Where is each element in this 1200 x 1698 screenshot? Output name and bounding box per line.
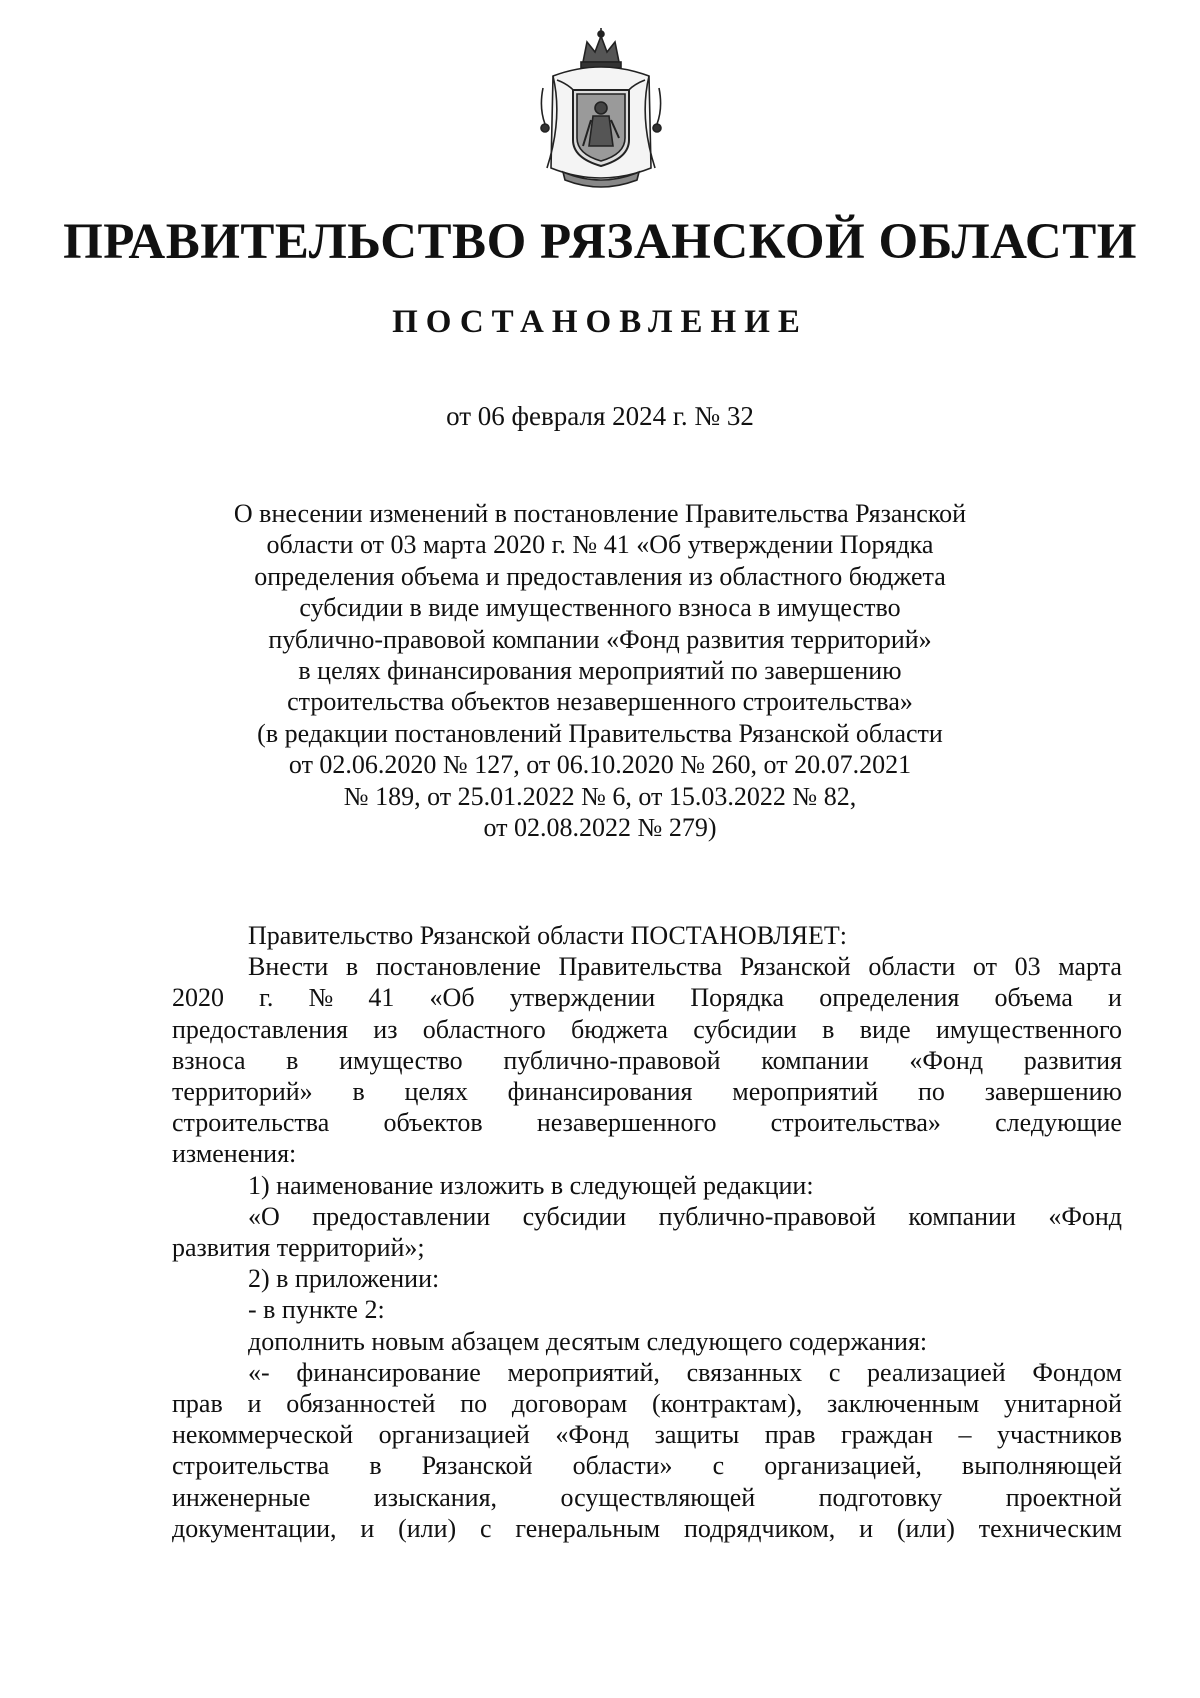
body-line: [172, 951, 1122, 982]
body-word: подготовку: [818, 1482, 943, 1512]
body-word: в: [345, 952, 359, 982]
body-word: с: [828, 1357, 841, 1387]
body-word: унитарной: [1004, 1389, 1122, 1419]
body-word: строительства: [172, 1451, 330, 1481]
document-date-number: от 06 февраля 2024 г. № 32: [446, 401, 754, 431]
body-line: [172, 1450, 1122, 1481]
body-line: 1) наименование изложить в следующей редакции:: [248, 1170, 814, 1200]
body-word: финансирования: [507, 1077, 693, 1107]
body-word: следующие: [995, 1108, 1122, 1138]
document-body: [172, 920, 1122, 1544]
body-line: [172, 1357, 1122, 1388]
body-word: определения: [819, 983, 960, 1013]
body-word: граждан: [841, 1420, 933, 1450]
body-word: защиты: [654, 1420, 740, 1450]
body-line: [172, 1045, 1122, 1076]
body-word: по: [918, 1077, 945, 1107]
body-word: Рязанской: [739, 952, 851, 982]
body-line: [172, 1482, 1122, 1513]
body-word: мероприятий: [732, 1077, 879, 1107]
body-word: территорий»: [172, 1077, 313, 1107]
body-word: объема: [994, 983, 1073, 1013]
body-word: некоммерческой: [172, 1420, 354, 1450]
body-line: [172, 1107, 1122, 1138]
body-word: компании: [761, 1045, 869, 1075]
body-word: проектной: [1005, 1482, 1122, 1512]
body-word: утверждении: [509, 983, 656, 1013]
body-word: с: [480, 1513, 492, 1543]
body-word: из: [373, 1014, 398, 1044]
body-word: участников: [997, 1420, 1122, 1450]
heading-line: области от 03 марта 2020 г. № 41 «Об утверждении Порядка: [266, 530, 934, 560]
body-word: предоставления: [172, 1014, 348, 1044]
body-word: публично-правовой: [658, 1201, 876, 1231]
body-word: «-: [248, 1357, 270, 1387]
body-word: обязанностей: [286, 1389, 436, 1419]
body-line: [172, 1388, 1122, 1419]
body-word: имущественного: [935, 1014, 1122, 1044]
body-word: областного: [422, 1014, 546, 1044]
body-word: изыскания,: [373, 1482, 498, 1512]
body-word: реализацией: [867, 1357, 1006, 1387]
heading-line: субсидии в виде имущественного взноса в имущество: [299, 593, 901, 623]
body-word: по: [460, 1389, 488, 1419]
body-word: незавершенного: [536, 1108, 717, 1138]
body-word: завершению: [984, 1077, 1122, 1107]
heading-line: определения объема и предоставления из областного бюджета: [254, 561, 946, 591]
body-word: организацией: [378, 1420, 530, 1450]
coat-of-arms-icon: [533, 28, 669, 194]
body-word: 03: [1014, 952, 1041, 982]
body-line: изменения:: [172, 1139, 297, 1169]
body-word: 2020: [172, 983, 224, 1013]
body-word: связанных: [686, 1357, 803, 1387]
body-word: в: [369, 1451, 382, 1481]
body-line: Правительство Рязанской области ПОСТАНОВЛЯЕТ:: [248, 921, 848, 950]
body-line: 2) в приложении:: [248, 1264, 440, 1294]
body-line: [172, 1076, 1122, 1107]
body-word: осуществляющей: [560, 1482, 756, 1512]
body-word: целях: [404, 1077, 468, 1107]
heading-line: публично-правовой компании «Фонд развития территорий»: [268, 624, 932, 654]
body-word: бюджета: [571, 1014, 668, 1044]
body-word: Рязанской: [421, 1451, 533, 1481]
heading-line: от 02.06.2020 № 127, от 06.10.2020 № 260, от 20.07.2021: [288, 750, 912, 780]
heading-line: (в редакции постановлений Правительства Рязанской области: [257, 718, 943, 748]
body-word: и: [247, 1389, 262, 1419]
heading-line: № 189, от 25.01.2022 № 6, от 15.03.2022 № 82,: [343, 781, 857, 811]
body-word: (контрактам),: [652, 1389, 803, 1419]
body-word: в: [286, 1045, 299, 1075]
heading-line: от 02.08.2022 № 279): [483, 813, 717, 843]
body-word: в: [352, 1077, 365, 1107]
body-word: инженерные: [172, 1482, 311, 1512]
body-word: «Фонд: [909, 1045, 984, 1075]
heading-line: О внесении изменений в постановление Правительства Рязанской: [233, 499, 967, 528]
body-word: области»: [572, 1451, 673, 1481]
body-word: прав: [764, 1420, 816, 1450]
body-word: субсидии: [693, 1014, 797, 1044]
body-word: Внести: [248, 952, 329, 982]
body-line: [172, 1513, 1122, 1544]
body-line: развития территорий»;: [172, 1233, 425, 1263]
body-word: и: [859, 1513, 874, 1543]
body-word: «Фонд: [1048, 1201, 1122, 1231]
body-word: Правительства: [558, 952, 723, 982]
body-word: документации,: [172, 1513, 337, 1543]
body-word: субсидии: [522, 1201, 627, 1231]
body-word: договорам: [511, 1389, 628, 1419]
body-word: заключенным: [827, 1389, 980, 1419]
body-word: области: [868, 952, 956, 982]
body-word: имущество: [339, 1045, 463, 1075]
body-word: предоставлении: [312, 1201, 491, 1231]
body-word: «Фонд: [555, 1420, 630, 1450]
heading-line: в целях финансирования мероприятий по завершению: [298, 656, 902, 686]
body-word: –: [958, 1420, 972, 1450]
body-word: в: [822, 1014, 835, 1044]
body-word: 41: [368, 983, 395, 1013]
body-word: финансирование: [296, 1357, 481, 1387]
body-word: взноса: [172, 1045, 246, 1075]
body-word: виде: [859, 1014, 911, 1044]
body-word: строительства: [172, 1108, 330, 1138]
body-word: Фондом: [1032, 1357, 1122, 1387]
body-word: прав: [172, 1389, 223, 1419]
body-line: [172, 1014, 1122, 1045]
body-word: «Об: [429, 983, 475, 1013]
body-word: и: [1108, 983, 1122, 1013]
organization-title: ПРАВИТЕЛЬСТВО РЯЗАНСКОЙ ОБЛАСТИ: [63, 214, 1137, 270]
body-word: техническим: [978, 1513, 1122, 1543]
body-word: с: [712, 1451, 725, 1481]
body-word: подрядчиком,: [683, 1513, 836, 1543]
body-word: марта: [1058, 952, 1122, 982]
body-word: №: [308, 983, 334, 1013]
body-line: [172, 1201, 1122, 1232]
body-word: (или): [398, 1513, 457, 1543]
body-line: [172, 1419, 1122, 1450]
body-word: организацией,: [764, 1451, 922, 1481]
body-word: выполняющей: [961, 1451, 1122, 1481]
body-line: - в пункте 2:: [248, 1295, 385, 1325]
body-word: развития: [1023, 1045, 1122, 1075]
body-word: «О: [248, 1201, 280, 1231]
body-word: объектов: [383, 1108, 483, 1138]
body-word: от: [972, 952, 997, 982]
body-word: публично-правовой: [503, 1045, 721, 1075]
body-word: Порядка: [690, 983, 785, 1013]
body-word: г.: [259, 983, 274, 1013]
body-word: (или): [896, 1513, 955, 1543]
body-line: [172, 982, 1122, 1013]
body-word: и: [360, 1513, 375, 1543]
body-word: генеральным: [515, 1513, 661, 1543]
body-word: компании: [908, 1201, 1016, 1231]
body-word: мероприятий,: [507, 1357, 660, 1387]
document-type: ПОСТАНОВЛЕНИЕ: [392, 304, 808, 340]
body-line: дополнить новым абзацем десятым следующего содержания:: [248, 1326, 928, 1356]
document-heading: [200, 498, 1000, 843]
body-word: строительства»: [770, 1108, 941, 1138]
heading-line: строительства объектов незавершенного строительства»: [287, 687, 913, 717]
body-word: постановление: [375, 952, 541, 982]
